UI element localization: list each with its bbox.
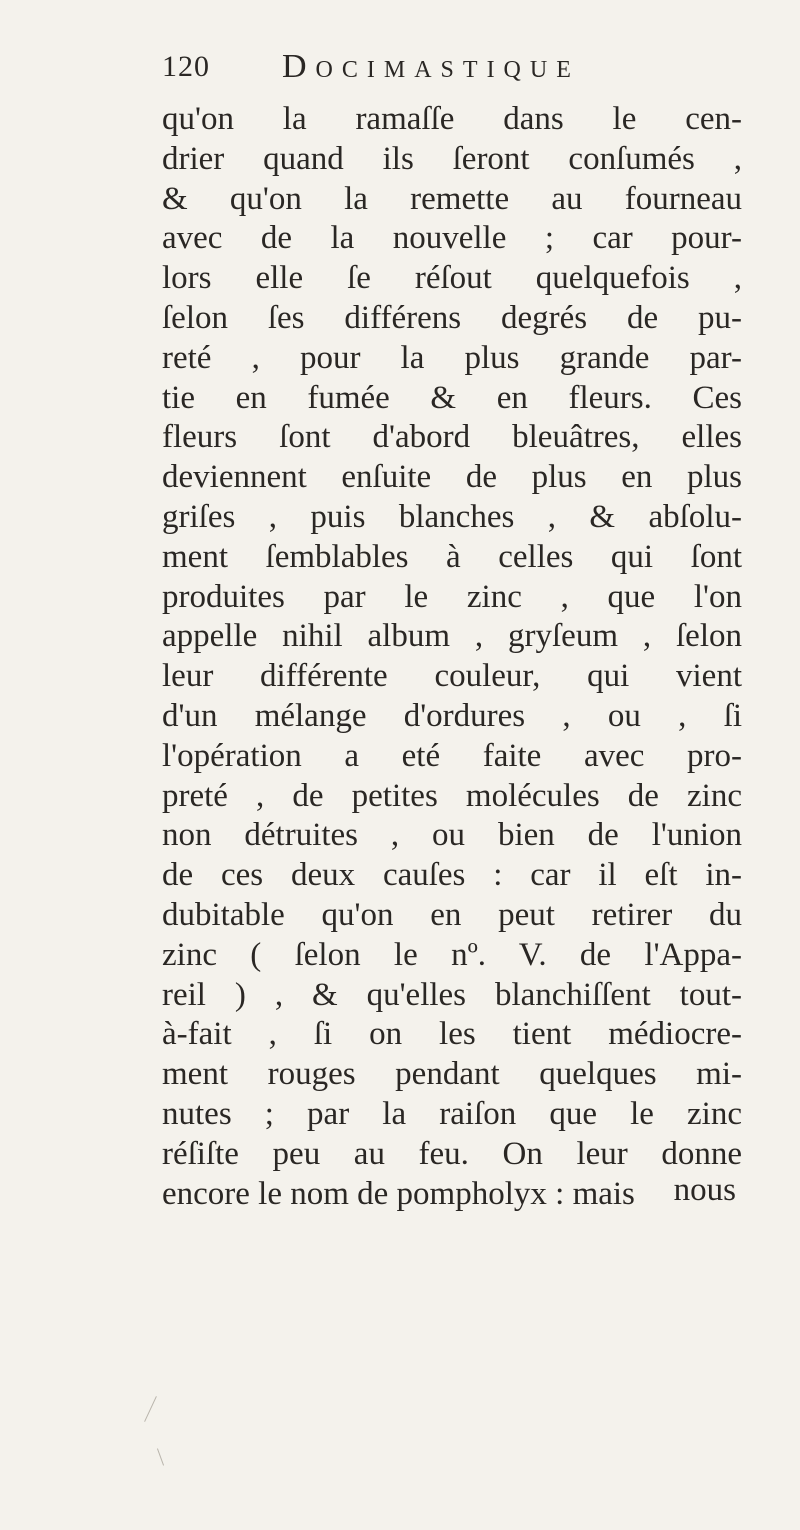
text-line: réſiſte peu au feu. On leur donne — [162, 1135, 742, 1172]
text-line: & qu'on la remette au fourneau — [162, 180, 742, 217]
text-line: appelle nihil album , gryſeum , ſelon — [162, 618, 742, 655]
text-line: l'opération a eté faite avec pro- — [162, 737, 742, 774]
text-line: ſelon ſes différens degrés de pu- — [162, 299, 742, 336]
text-line: tie en fumée & en fleurs. Ces — [162, 379, 742, 416]
text-line: ment ſemblables à celles qui ſont — [162, 538, 742, 575]
catchword: nous — [673, 1172, 736, 1208]
text-line: non détruites , ou bien de l'union — [162, 817, 742, 854]
text-line: reil ) , & qu'elles blanchiſſent tout- — [162, 976, 742, 1013]
text-line: encore le nom de pompholyx : mais — [162, 1175, 635, 1212]
text-line: deviennent enſuite de plus en plus — [162, 459, 742, 496]
text-line: preté , de petites molécules de zinc — [162, 777, 742, 814]
text-line: lors elle ſe réſout quelquefois , — [162, 260, 742, 297]
text-line: d'un mélange d'ordures , ou , ſi — [162, 697, 742, 734]
header-title: Docimastique — [282, 48, 580, 85]
text-line: avec de la nouvelle ; car pour- — [162, 220, 742, 257]
text-line: leur différente couleur, qui vient — [162, 658, 742, 695]
text-line: zinc ( ſelon le nº. V. de l'Appa- — [162, 936, 742, 973]
text-line: reté , pour la plus grande par- — [162, 339, 742, 376]
text-line: produites par le zinc , que l'on — [162, 578, 742, 615]
running-head — [162, 48, 722, 98]
body-text — [162, 100, 742, 1214]
text-line: griſes , puis blanches , & abſolu- — [162, 498, 742, 535]
text-line: fleurs ſont d'abord bleuâtres, elles — [162, 419, 742, 456]
text-line: à-fait , ſi on les tient médiocre- — [162, 1016, 742, 1053]
text-line: dubitable qu'on en peut retirer du — [162, 896, 742, 933]
page-number: 120 — [162, 50, 210, 83]
text-line: drier quand ils ſeront conſumés , — [162, 140, 742, 177]
text-line: de ces deux cauſes : car il eſt in- — [162, 857, 742, 894]
paper-mark — [157, 1448, 164, 1465]
text-line: qu'on la ramaſſe dans le cen- — [162, 101, 742, 137]
text-line: ment rouges pendant quelques mi- — [162, 1056, 742, 1093]
paper-mark — [144, 1396, 157, 1422]
text-line: nutes ; par la raiſon que le zinc — [162, 1095, 742, 1132]
